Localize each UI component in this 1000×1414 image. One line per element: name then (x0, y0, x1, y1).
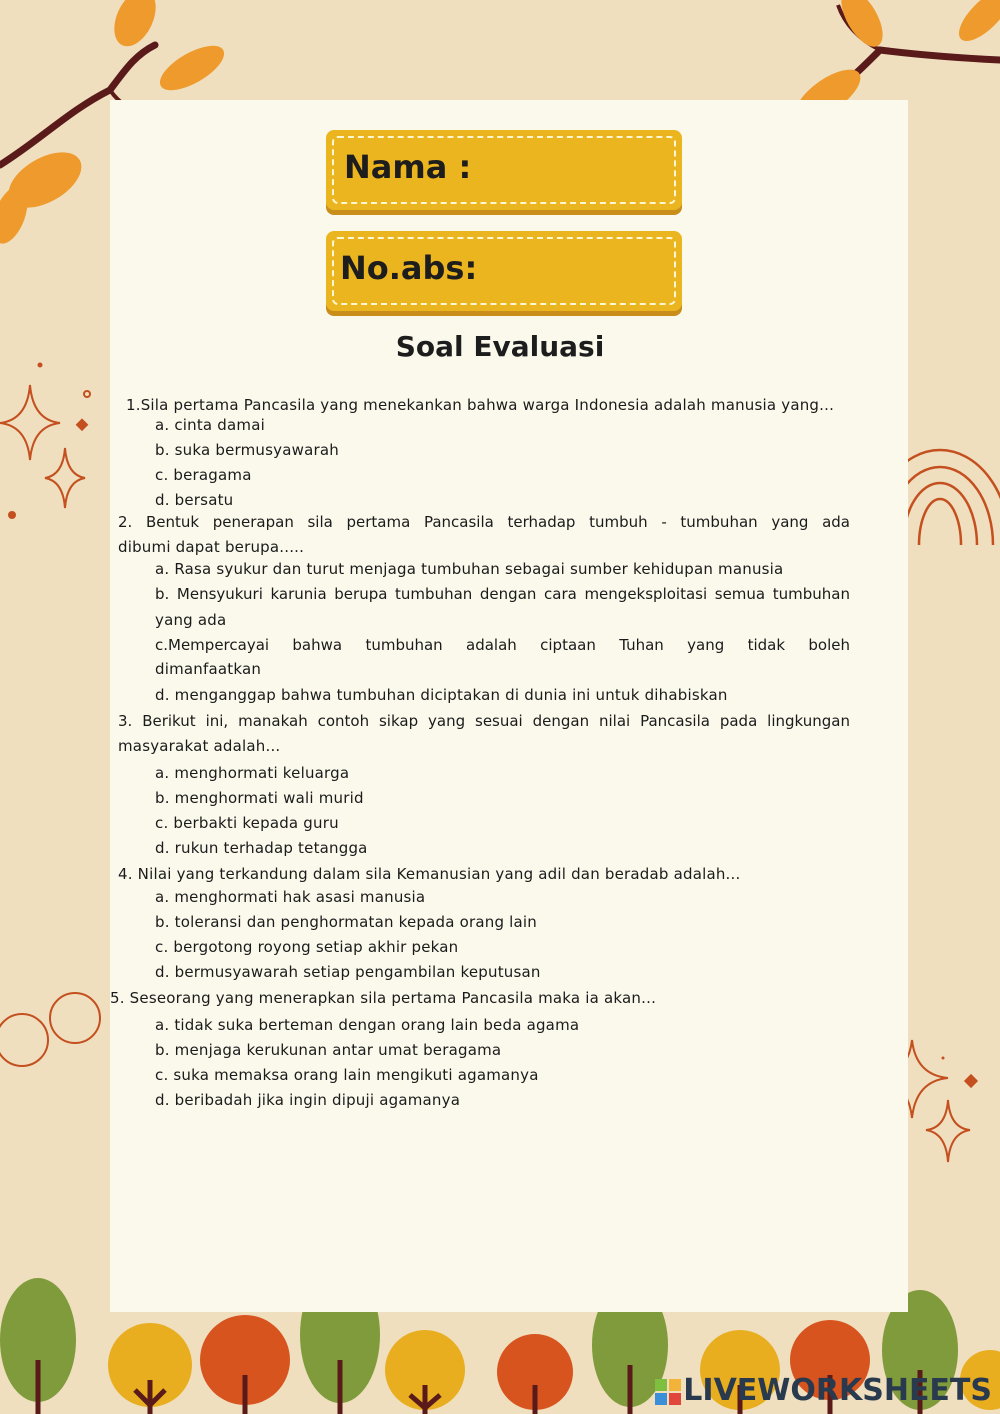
question-5: 5. Seseorang yang menerapkan sila pertama Pancasila maka ia akan... (110, 989, 657, 1007)
option-1c[interactable]: c. beragama (155, 466, 252, 484)
question-1: 1.Sila pertama Pancasila yang menekankan bahwa warga Indonesia adalah manusia yang... (126, 396, 835, 414)
option-4c[interactable]: c. bergotong royong setiap akhir pekan (155, 938, 459, 956)
option-2b-cont[interactable]: yang ada (155, 611, 227, 629)
question-2-line-1: 2. Bentuk penerapan sila pertama Pancasila terhadap tumbuh - tumbuhan yang ada (118, 513, 850, 531)
name-field[interactable] (326, 130, 682, 210)
option-2a[interactable]: a. Rasa syukur dan turut menjaga tumbuhan sebagai sumber kehidupan manusia (155, 560, 784, 578)
option-1b[interactable]: b. suka bermusyawarah (155, 441, 339, 459)
dot-icon (8, 511, 16, 519)
number-field[interactable] (326, 231, 682, 311)
option-4d[interactable]: d. bermusyawarah setiap pengambilan keputusan (155, 963, 541, 981)
option-2b[interactable]: b. Mensyukuri karunia berupa tumbuhan dengan cara mengeksploitasi semua tumbuhan (155, 585, 850, 603)
liveworksheets-logo-icon (655, 1379, 681, 1405)
question-3-line-1: 3. Berikut ini, manakah contoh sikap yang sesuai dengan nilai Pancasila pada lingkungan (118, 712, 850, 730)
option-1a[interactable]: a. cinta damai (155, 416, 265, 434)
question-4: 4. Nilai yang terkandung dalam sila Kemanusian yang adil dan beradab adalah... (118, 865, 741, 883)
option-4a[interactable]: a. menghormati hak asasi manusia (155, 888, 426, 906)
name-label: Nama : (344, 148, 472, 186)
watermark (655, 1373, 992, 1408)
option-2c[interactable]: c.Mempercayai bahwa tumbuhan adalah ciptaan Tuhan yang tidak boleh (155, 636, 850, 654)
option-1d[interactable]: d. bersatu (155, 491, 234, 509)
option-2c-cont[interactable]: dimanfaatkan (155, 660, 262, 678)
option-3a[interactable]: a. menghormati keluarga (155, 764, 350, 782)
circles-icon (0, 993, 100, 1066)
diamond-icon (76, 418, 89, 431)
watermark-text: LIVEWORKSHEETS (683, 1373, 992, 1408)
option-5d[interactable]: d. beribadah jika ingin dipuji agamanya (155, 1091, 461, 1109)
option-4b[interactable]: b. toleransi dan penghormatan kepada orang lain (155, 913, 537, 931)
number-label: No.abs: (340, 249, 478, 287)
diamond-icon (964, 1074, 978, 1088)
option-3d[interactable]: d. rukun terhadap tetangga (155, 839, 368, 857)
option-2d[interactable]: d. menganggap bahwa tumbuhan diciptakan di dunia ini untuk dihabiskan (155, 686, 728, 704)
question-3-line-2: masyarakat adalah... (118, 737, 281, 755)
option-3b[interactable]: b. menghormati wali murid (155, 789, 364, 807)
left-sparkle-icon (0, 364, 90, 509)
question-2-line-2: dibumi dapat berupa..... (118, 538, 305, 556)
option-5b[interactable]: b. menjaga kerukunan antar umat beragama (155, 1041, 502, 1059)
page-title: Soal Evaluasi (395, 330, 605, 363)
option-3c[interactable]: c. berbakti kepada guru (155, 814, 339, 832)
option-5c[interactable]: c. suka memaksa orang lain mengikuti agamanya (155, 1066, 539, 1084)
option-5a[interactable]: a. tidak suka berteman dengan orang lain beda agama (155, 1016, 580, 1034)
